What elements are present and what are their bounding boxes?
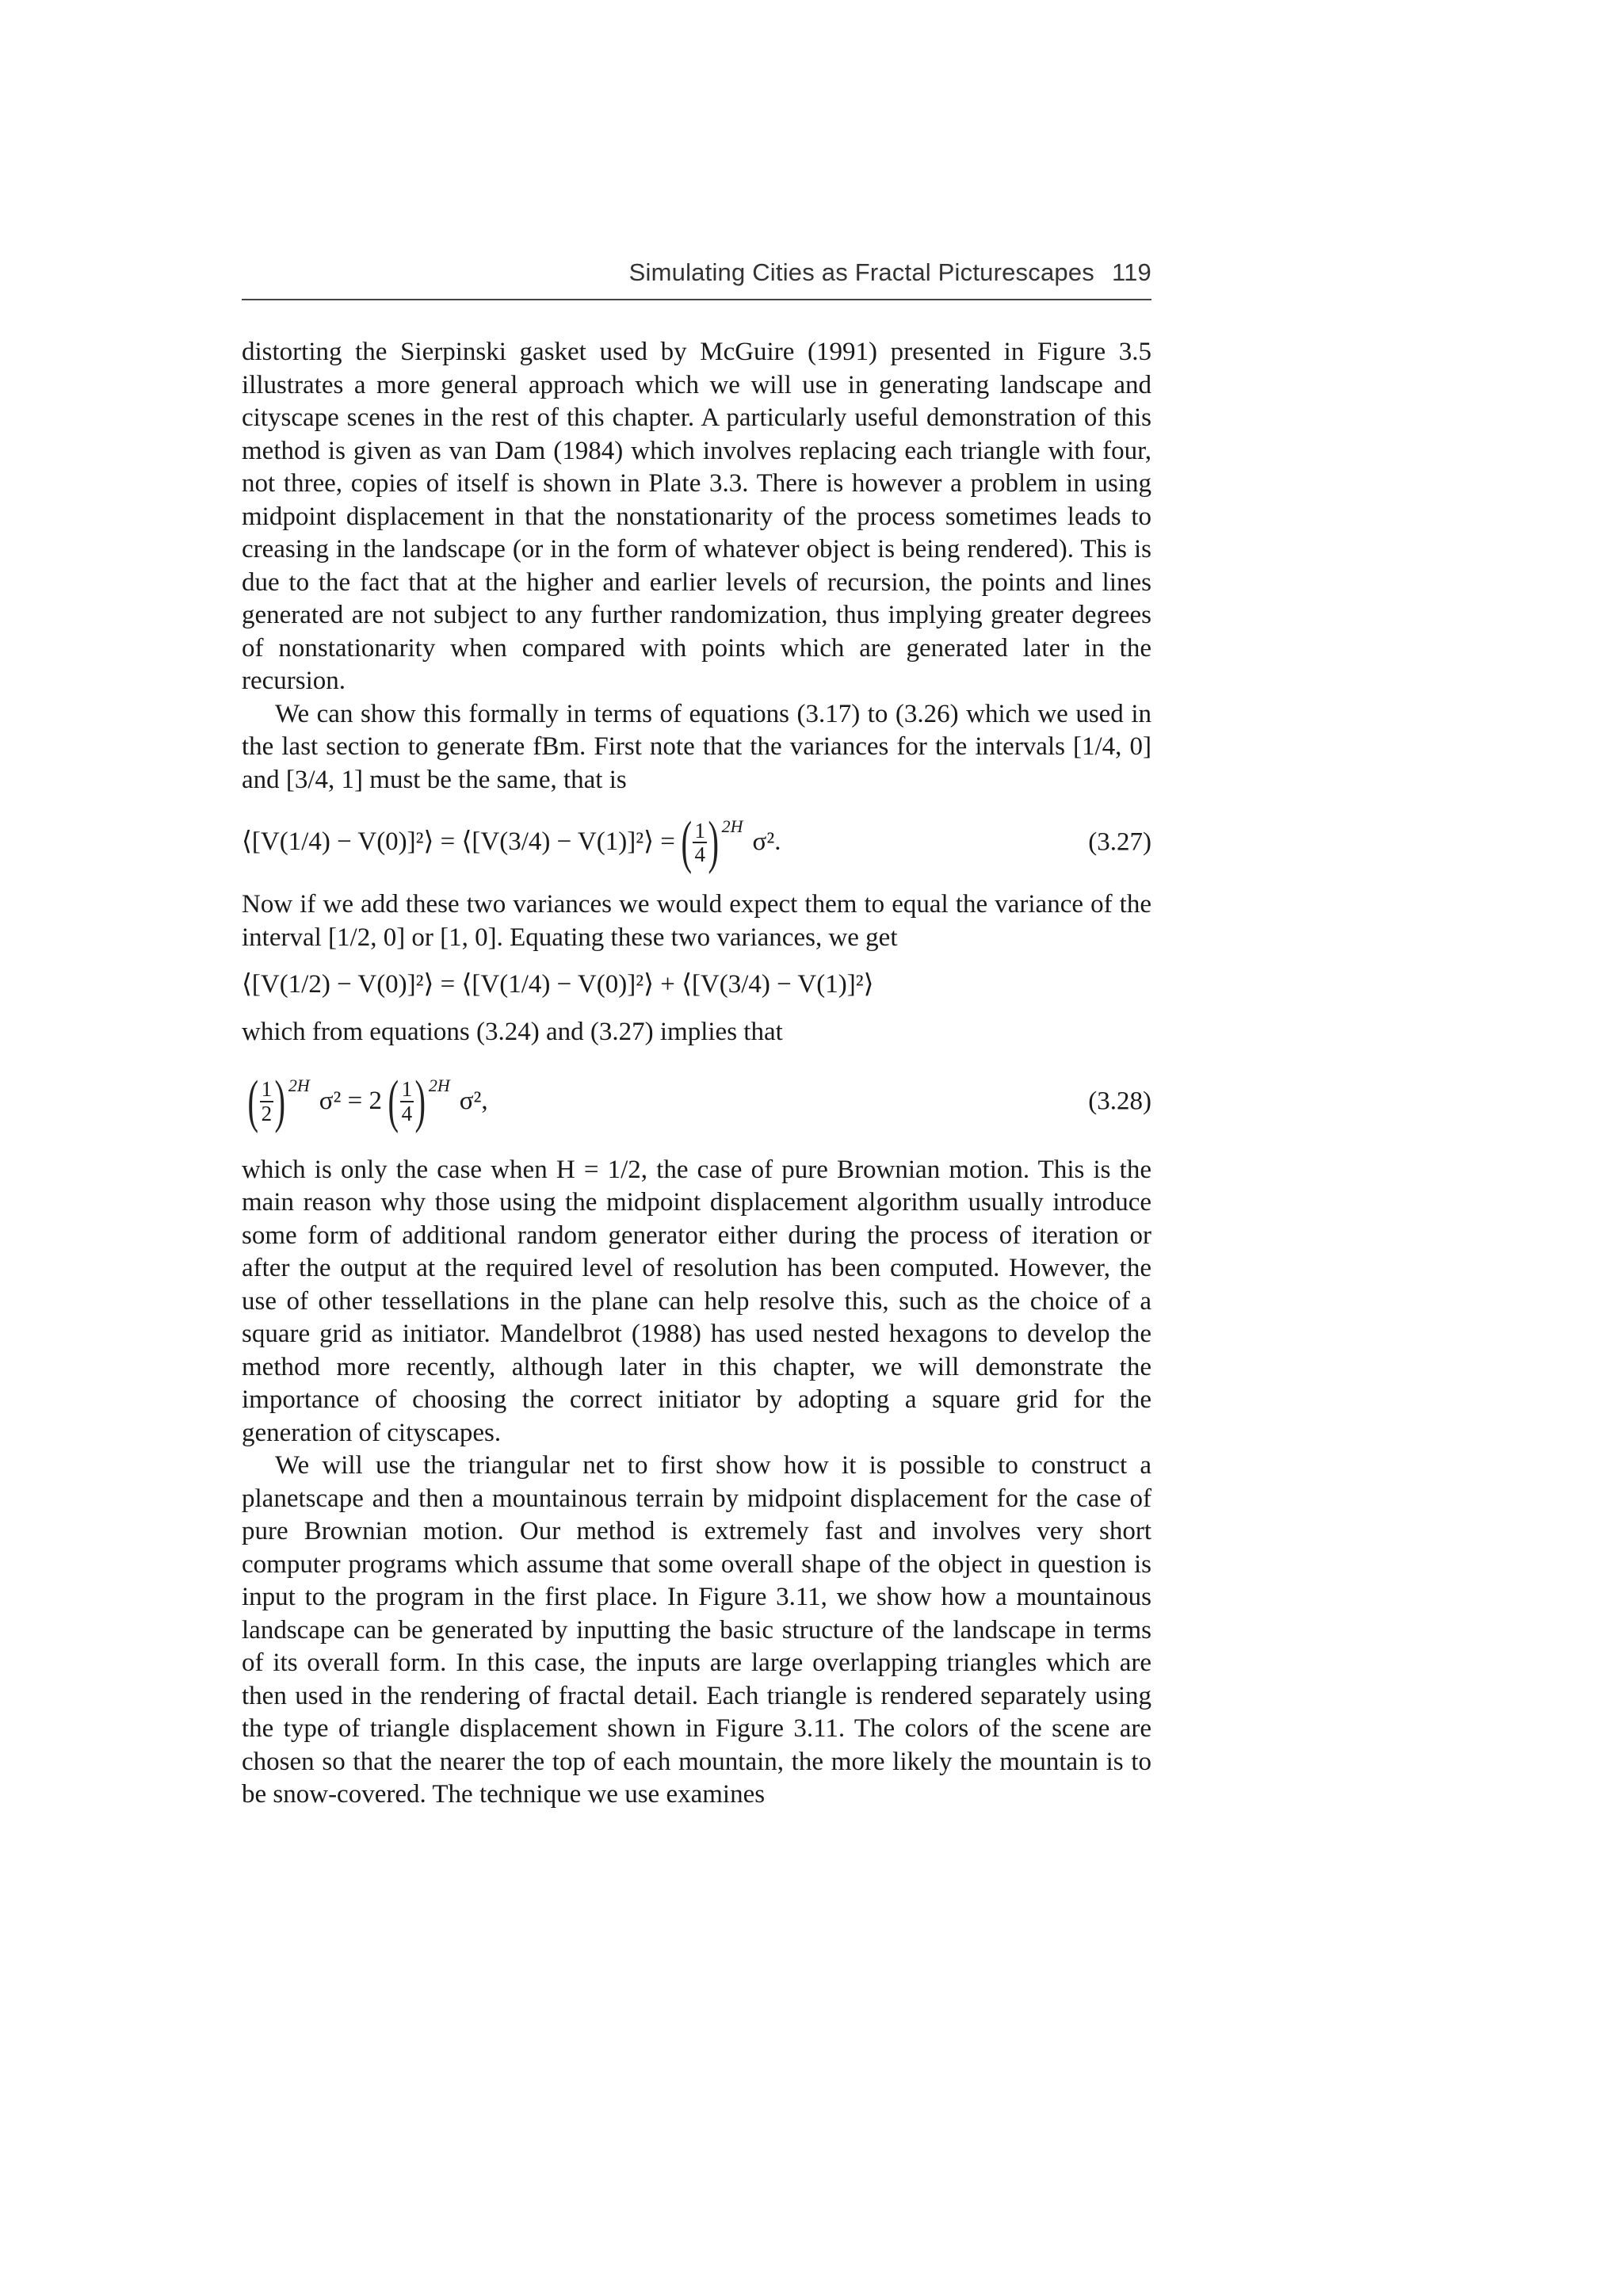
body-text [242, 336, 1151, 1812]
equation-3-27-lhs: ⟨[V(1/4) − V(0)]²⟩ = ⟨[V(3/4) − V(1)]²⟩ = [242, 827, 675, 857]
equation-unnumbered [242, 954, 1151, 1016]
running-head [242, 258, 1151, 287]
fraction-denominator: 2 [261, 1101, 273, 1125]
equation-3-27-tail: σ². [752, 827, 781, 857]
paragraph-3: Now if we add these two variances we would expect them to equal the variance of the interval [1/2, 0] or [1, 0]. Equating these two variances, we get [242, 890, 1151, 952]
equation-3-28-tail: σ², [459, 1086, 488, 1115]
equation-unnumbered-expr: ⟨[V(1/2) − V(0)]²⟩ = ⟨[V(1/4) − V(0)]²⟩ + ⟨[V(3/4) − V(1)]²⟩ [242, 970, 874, 999]
page-number: 119 [1111, 258, 1151, 286]
header-rule [242, 299, 1151, 300]
exponent-2h: 2H [428, 1075, 450, 1095]
paragraph-6: We will use the triangular net to first show how it is possible to construct a planetscape and then a mountainous terrain by midpoint displacement for the case of pure Brownian motion. Our method is extremely fast and involves very short computer programs which assume that some overall shape of the object in question is input to the program in the first place. In Figure 3.11, we show how a mountainous landscape can be generated by inputting the basic structure of the landscape in terms of its overall form. In this case, the inputs are large overlapping triangles which are then used in the rendering of fractal detail. Each triangle is rendered separately using the type of triangle displacement shown in Figure 3.11. The colors of the scene are chosen so that the nearer the top of each mountain, the more likely the mountain is to be snow-covered. The technique we use examines [242, 1451, 1151, 1809]
running-title: Simulating Cities as Fractal Picturescapes [628, 258, 1094, 286]
equation-3-28-middle: σ² = 2 [319, 1086, 382, 1115]
paragraph-2: We can show this formally in terms of equations (3.17) to (3.26) which we used in the last section to generate fBm. First note that the variances for the intervals [1/4, 0] and [3/4, 1] must be the same, that is [242, 699, 1151, 794]
equation-number-3-28: (3.28) [1088, 1086, 1151, 1115]
exponent-2h: 2H [721, 816, 743, 836]
paragraph-1: distorting the Sierpinski gasket used by McGuire (1991) presented in Figure 3.5 illustrates a more general approach which we will use in generating landscape and cityscape scenes in the rest of this chapter. A particularly useful demonstration of this method is given as van Dam (1984) which involves replacing each triangle with four, not three, copies of itself is shown in Plate 3.3. There is however a problem in using midpoint displacement in that the nonstationarity of the process sometimes leads to creasing in the landscape (or in the form of whatever object is being rendered). This is due to the fact that at the higher and earlier levels of recursion, the points and lines generated are not subject to any further randomization, thus implying greater degrees of nonstationarity when compared with points which are generated later in the recursion. [242, 338, 1151, 695]
fraction-numerator: 1 [401, 1077, 413, 1102]
paragraph-4: which from equations (3.24) and (3.27) implies that [242, 1018, 783, 1046]
paragraph-5: which is only the case when H = 1/2, the case of pure Brownian motion. This is the main reason why those using the midpoint displacement algorithm usually introduce some form of additional random generator either during the process of iteration or after the output at the required level of resolution has been computed. However, the use of other tessellations in the plane can help resolve this, such as the choice of a square grid as initiator. Mandelbrot (1988) has used nested hexagons to develop the method more recently, although later in this chapter, we will demonstrate the importance of choosing the correct initiator by adopting a square grid for the generation of cityscapes. [242, 1155, 1151, 1447]
fraction-half: ( $\frac{1}{2}$ ) 2H [247, 1068, 310, 1134]
equation-3-27 [242, 797, 1151, 888]
equation-3-28 [242, 1049, 1151, 1154]
fraction-quarter: ( $\frac{1}{4}$ ) 2H [681, 810, 743, 875]
fraction-denominator: 4 [694, 842, 705, 866]
fraction-numerator: 1 [261, 1077, 273, 1102]
exponent-2h: 2H [288, 1075, 310, 1095]
fraction-quarter: ( $\frac{1}{4}$ ) 2H [388, 1068, 450, 1134]
fraction-numerator: 1 [694, 818, 705, 842]
fraction-denominator: 4 [401, 1101, 413, 1125]
equation-number-3-27: (3.27) [1088, 827, 1151, 857]
